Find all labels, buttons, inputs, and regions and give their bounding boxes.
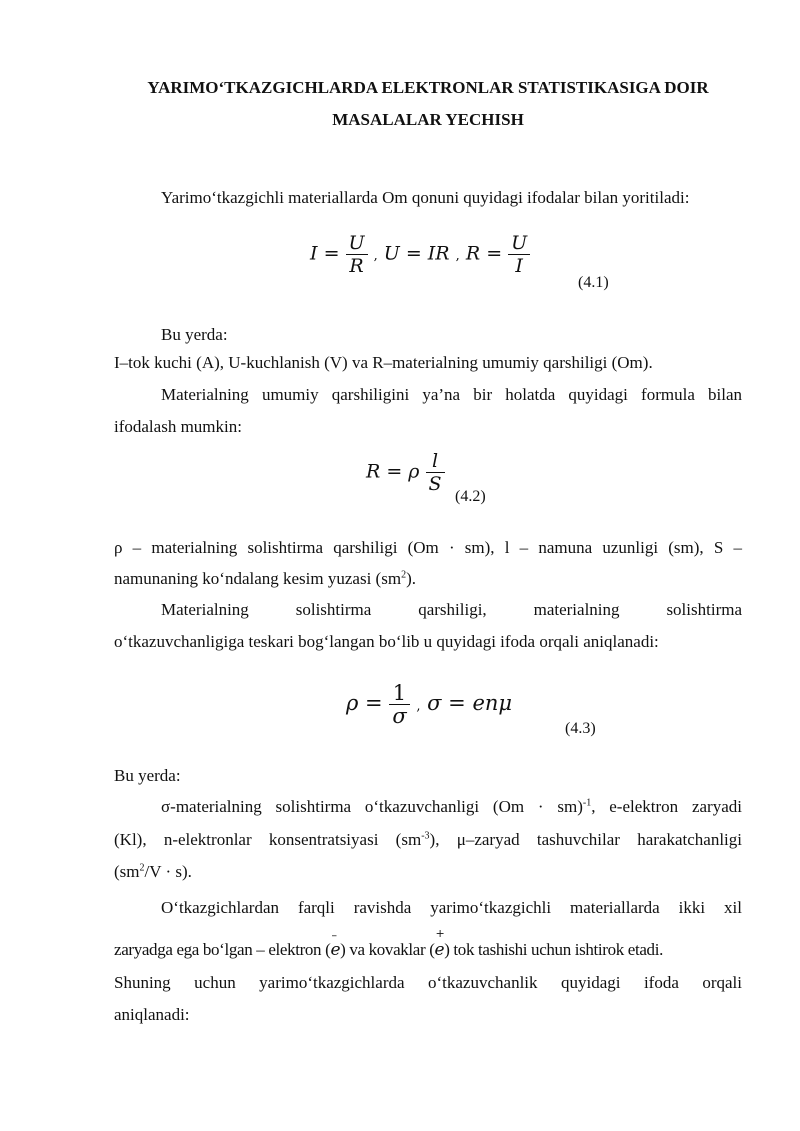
paragraph-carriers-line-1: O‘tkazgichlardan farqli ravishda yarimo‘tkazgichli materiallarda ikki xil [161, 898, 742, 917]
electron-symbol: – e [330, 940, 340, 960]
eq3-fraction-1-over-sigma [389, 682, 409, 727]
title-line-1: YARIMO‘TKAZGICHLARDA ELEKTRONLAR STATISTIKASIGA DOIR [147, 78, 709, 97]
paragraph-carriers-line-3: Shuning uchun yarimo‘tkazgichlarda o‘tkazuvchanlik quyidagi ifoda orqali [114, 973, 742, 992]
eq1-equals-2: = [486, 242, 503, 265]
eq2-lhs: R = ρ [366, 460, 420, 483]
para5-l3-b: /V · s). [144, 862, 192, 881]
para5-l2-b: ), μ–zaryad tashuvchilar harakatchanligi [429, 830, 742, 849]
eq1-fraction-u-over-i [508, 232, 530, 277]
paragraph-sigma-line-3 [114, 862, 742, 882]
para5-l3-a: (sm [114, 862, 140, 881]
paragraph-conductivity-line-2: o‘tkazuvchanligiga teskari bog‘langan bo‘lib u quyidagi ifoda orqali aniqlanadi: [114, 632, 659, 651]
eq1-r2: R [465, 242, 481, 265]
title-line-2: MASALALAR YECHISH [332, 110, 524, 129]
paragraph-resistance-line-1: Materialning umumiy qarshiligini ya’na bir holatda quyidagi formula bilan [161, 385, 742, 404]
para5-l2-a: (Kl), n-elektronlar konsentratsiyasi (sm [114, 830, 422, 849]
eq2-fraction-l-over-s [426, 450, 445, 495]
eq1-u: U [346, 232, 368, 255]
para5-l2-sup: -3 [421, 830, 430, 842]
para3-text-b: ). [406, 569, 416, 588]
eq1-i: I [310, 242, 318, 265]
para6-l2-a: zaryadga ega bo‘lgan – elektron ( [114, 940, 331, 959]
eq1-comma-2: , [455, 248, 460, 264]
paragraph-carriers-line-2 [114, 927, 742, 960]
para5-l1-sup: -1 [582, 797, 592, 809]
para6-l2-c: ) tok tashishi uchun ishtirok etadi. [444, 940, 663, 959]
paragraph-rho-line-2 [114, 569, 742, 589]
eq1-comma-1: , [373, 248, 378, 264]
paragraph-sigma-line-1 [114, 797, 742, 817]
para3-sup: 2 [401, 569, 407, 581]
eq3-one: 1 [389, 682, 409, 705]
paragraph-sigma-line-2 [114, 830, 742, 850]
hole-plus-sign: + [435, 927, 445, 940]
eq1-r: R [349, 255, 364, 277]
eq2-l: l [426, 450, 445, 473]
equation-number-4-3: (4.3) [565, 720, 596, 737]
para5-l1-a: σ-materialning solishtirma o‘tkazuvchanligi (Om · sm) [161, 797, 583, 816]
para6-l2-b: ) va kovaklar ( [340, 940, 435, 959]
eq3-sigma: σ [392, 704, 407, 728]
bu-yerda-label-2: Bu yerda: [114, 766, 181, 785]
eq3-comma: , [416, 699, 421, 714]
equation-number-4-2: (4.2) [455, 488, 486, 505]
para5-l1-b: , e-elektron zaryadi [591, 797, 742, 816]
paragraph-resistance-line-2: ifodalash mumkin: [114, 417, 242, 436]
paragraph-conductivity-line-1: Materialning solishtirma qarshiligi, materialning solishtirma [161, 600, 742, 619]
eq3-lhs: ρ = [346, 691, 383, 715]
bu-yerda-label-1: Bu yerda: [161, 325, 228, 344]
eq1-i2: I [515, 255, 523, 277]
eq1-u-equals-ir: U = IR [383, 242, 450, 265]
eq1-equals: = [323, 242, 340, 265]
definition-i-u-r: I–tok kuchi (A), U-kuchlanish (V) va R–materialning umumiy qarshiligi (Om). [114, 353, 653, 372]
paragraph-ohm-law-intro: Yarimo‘tkazgichli materiallarda Om qonuni quyidagi ifodalar bilan yoritiladi: [161, 188, 690, 207]
eq2-s: S [428, 473, 442, 495]
equation-4-1 [310, 232, 530, 277]
para5-l3-sup: 2 [139, 862, 145, 874]
paragraph-carriers-line-4: aniqlanadi: [114, 1005, 190, 1024]
electron-minus-sign: – [331, 929, 337, 942]
hole-symbol: + e [435, 940, 445, 960]
eq3-rhs: σ = enμ [427, 691, 513, 715]
equation-4-3 [346, 682, 512, 727]
equation-number-4-1: (4.1) [578, 274, 609, 291]
paragraph-rho-line-1: ρ – materialning solishtirma qarshiligi (Om · sm), l – namuna uzunligi (sm), S – [114, 538, 742, 557]
equation-4-2 [366, 450, 445, 495]
eq1-u2: U [508, 232, 530, 255]
para3-text-a: namunaning ko‘ndalang kesim yuzasi (sm [114, 569, 402, 588]
eq1-fraction-u-over-r [346, 232, 368, 277]
